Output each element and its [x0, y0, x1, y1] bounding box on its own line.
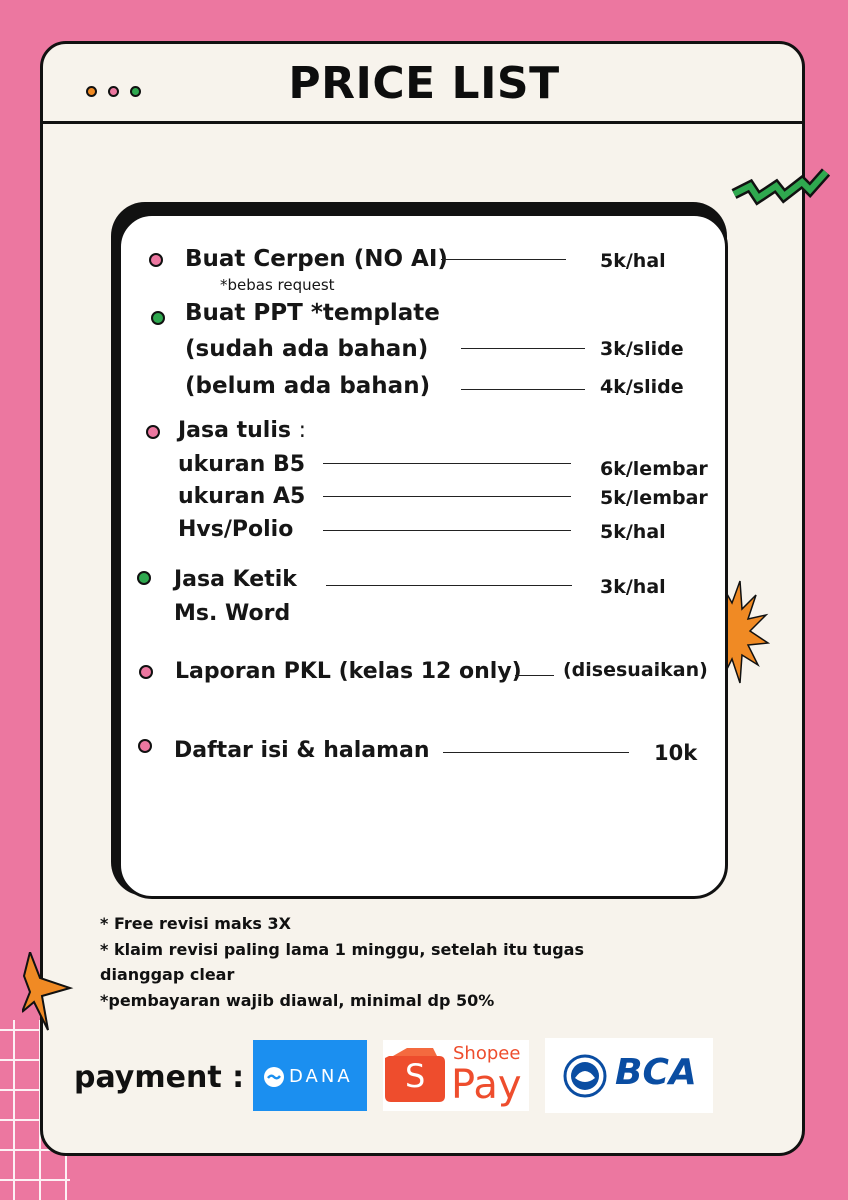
- note-revisi: * Free revisi maks 3X: [100, 914, 291, 933]
- item-tulis-hvs-label: Hvs/Polio: [178, 517, 294, 542]
- item-cerpen-label: Buat Cerpen (NO AI): [185, 246, 448, 272]
- bullet-tulis: [146, 425, 160, 439]
- item-daftar-label: Daftar isi & halaman: [174, 738, 430, 763]
- shopee-bottom-text: Pay: [451, 1062, 522, 1108]
- item-tulis-text: Jasa tulis: [178, 418, 291, 443]
- price-daftar: 10k: [654, 741, 698, 765]
- item-ppt-label: Buat PPT *template: [185, 300, 440, 326]
- price-pkl: (disesuaikan): [563, 659, 708, 681]
- leader-ppt-sudah: [461, 348, 585, 349]
- price-tulis-b5: 6k/lembar: [600, 458, 708, 480]
- starburst-decoration: [722, 575, 770, 690]
- price-ppt-belum: 4k/slide: [600, 376, 684, 398]
- price-ppt-sudah: 3k/slide: [600, 338, 684, 360]
- note-klaim-cont: dianggap clear: [100, 965, 235, 984]
- zigzag-decoration: [730, 162, 830, 218]
- leader-tulis-a5: [323, 496, 571, 497]
- leader-daftar: [443, 752, 629, 753]
- item-ppt-sudah-label: (sudah ada bahan): [185, 336, 429, 362]
- payment-label: payment :: [74, 1060, 245, 1095]
- leader-ketik: [326, 585, 572, 586]
- shopee-top-text: Shopee: [453, 1043, 521, 1064]
- dana-logo-icon: [263, 1066, 285, 1088]
- item-ketik-line2: Ms. Word: [174, 601, 291, 626]
- item-ppt-belum-label: (belum ada bahan): [185, 373, 431, 399]
- leader-pkl: [515, 675, 554, 676]
- item-cerpen-note: *bebas request: [220, 276, 335, 294]
- bullet-ketik: [137, 571, 151, 585]
- page-title: PRICE LIST: [288, 58, 560, 109]
- leader-ppt-belum: [461, 389, 585, 390]
- item-tulis-colon: :: [298, 418, 307, 443]
- price-tulis-a5: 5k/lembar: [600, 487, 708, 509]
- shopee-badge-text: S: [405, 1057, 426, 1095]
- item-pkl-label: Laporan PKL (kelas 12 only): [175, 659, 522, 684]
- bullet-pkl: [139, 665, 153, 679]
- titlebar-divider: [40, 121, 805, 124]
- note-klaim: * klaim revisi paling lama 1 minggu, setelah itu tugas: [100, 940, 584, 959]
- price-ketik: 3k/hal: [600, 576, 666, 598]
- bullet-daftar: [138, 739, 152, 753]
- leader-cerpen: [441, 259, 566, 260]
- shopee-pay-logo: [383, 1040, 529, 1111]
- price-cerpen: 5k/hal: [600, 250, 666, 272]
- bca-emblem-icon: [563, 1054, 607, 1098]
- bullet-cerpen: [149, 253, 163, 267]
- bullet-ppt: [151, 311, 165, 325]
- note-pembayaran: *pembayaran wajib diawal, minimal dp 50%: [100, 991, 495, 1010]
- price-tulis-hvs: 5k/hal: [600, 521, 666, 543]
- item-tulis-b5-label: ukuran B5: [178, 452, 306, 477]
- item-tulis-label: [178, 418, 306, 443]
- spark-decoration: [22, 952, 74, 1032]
- bca-text: BCA: [615, 1052, 697, 1093]
- dana-logo: [253, 1040, 367, 1111]
- bca-logo: [545, 1038, 713, 1113]
- leader-tulis-hvs: [323, 530, 571, 531]
- item-tulis-a5-label: ukuran A5: [178, 484, 306, 509]
- item-ketik-line1: Jasa Ketik: [174, 567, 297, 592]
- dana-logo-text: DANA: [289, 1066, 353, 1087]
- leader-tulis-b5: [323, 463, 571, 464]
